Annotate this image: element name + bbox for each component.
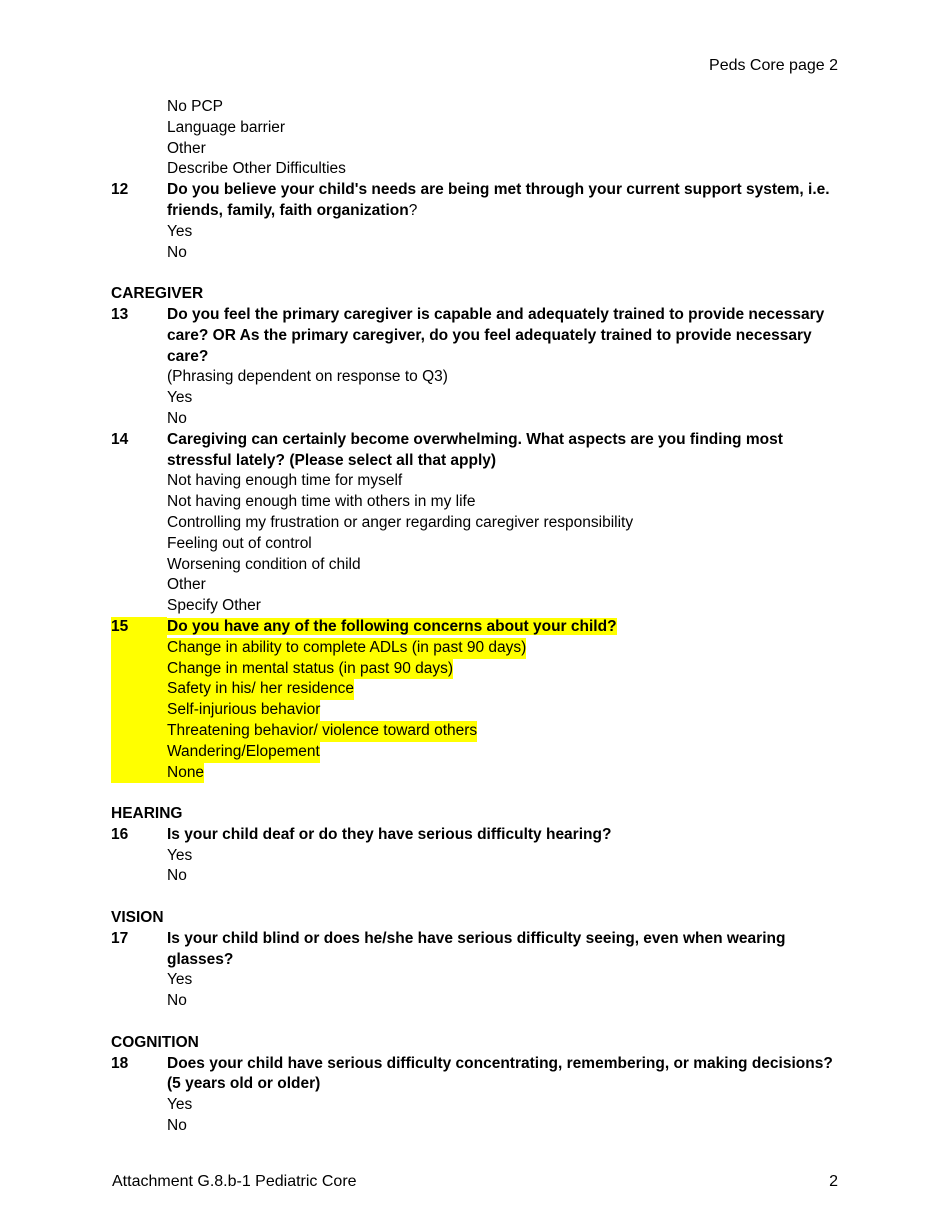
page-header: Peds Core page 2	[709, 57, 838, 74]
option-yes: Yes	[167, 1096, 193, 1114]
option-no: No	[167, 243, 187, 261]
footer-page-number: 2	[829, 1173, 838, 1190]
footer-attachment: Attachment G.8.b-1 Pediatric Core	[112, 1173, 357, 1190]
question-number: 17	[111, 929, 129, 947]
question-text: Is your child deaf or do they have serious difficulty hearing?	[167, 825, 612, 843]
question-text: Is your child blind or does he/she have serious difficulty seeing, even when wearing glasses?	[167, 929, 786, 968]
option-adls: Change in ability to complete ADLs (in past 90 days)	[167, 638, 526, 659]
option-describe-other: Describe Other Difficulties	[167, 160, 346, 178]
option-threatening: Threatening behavior/ violence toward others	[167, 721, 477, 742]
question-number: 12	[111, 181, 129, 199]
option-no: No	[167, 409, 187, 427]
question-text: Does your child have serious difficulty concentrating, remembering, or making decisions? (5 years old or older)	[167, 1054, 833, 1093]
question-number: 14	[111, 430, 129, 448]
option-time-others: Not having enough time with others in my life	[167, 493, 476, 511]
question-14	[111, 430, 841, 472]
option-wandering: Wandering/Elopement	[167, 742, 320, 763]
question-text: Do you believe your child's needs are being met through your current support system, i.e. friends, family, faith organization?	[167, 181, 830, 219]
option-yes: Yes	[167, 971, 193, 989]
option-worsening-condition: Worsening condition of child	[167, 555, 361, 573]
question-text: Do you have any of the following concerns about your child?	[167, 617, 617, 635]
question-12	[111, 180, 841, 222]
option-row	[111, 721, 841, 742]
option-time-myself: Not having enough time for myself	[167, 472, 403, 490]
question-text: Caregiving can certainly become overwhelming. What aspects are you finding most stressful lately? (Please select all that apply)	[167, 430, 783, 469]
section-title-cognition: COGNITION	[111, 1033, 199, 1051]
question-number: 13	[111, 305, 129, 323]
question-16	[111, 825, 841, 846]
option-frustration: Controlling my frustration or anger regarding caregiver responsibility	[167, 513, 634, 531]
option-other: Other	[167, 139, 206, 157]
option-language-barrier: Language barrier	[167, 118, 286, 136]
option-yes: Yes	[167, 222, 193, 240]
option-no-pcp: No PCP	[167, 98, 223, 115]
option-yes: Yes	[167, 389, 193, 407]
option-no: No	[167, 1117, 187, 1135]
option-row	[111, 700, 841, 721]
option-row	[111, 638, 841, 659]
question-number: 16	[111, 825, 129, 843]
option-safety: Safety in his/ her residence	[167, 679, 354, 700]
question-18	[111, 1054, 841, 1096]
option-other: Other	[167, 576, 206, 594]
question-17	[111, 929, 841, 971]
question-text: Do you feel the primary caregiver is capable and adequately trained to provide necessary care? OR As the primary caregiver, do you feel adequately trained to provide necessary care? (Phrasing dependent on response to Q3)	[167, 305, 841, 388]
section-title-caregiver: CAREGIVER	[111, 285, 204, 303]
question-13	[111, 305, 841, 388]
option-no: No	[167, 867, 187, 885]
option-row	[111, 659, 841, 680]
section-title-vision: VISION	[111, 909, 164, 927]
option-row	[111, 742, 841, 763]
option-row	[111, 763, 841, 784]
question-15	[111, 617, 841, 638]
option-specify-other: Specify Other	[167, 597, 261, 615]
questionnaire-body	[111, 97, 841, 1137]
option-none: None	[167, 763, 204, 784]
section-title-hearing: HEARING	[111, 805, 183, 823]
question-number: 15	[111, 617, 167, 638]
option-row	[111, 679, 841, 700]
question-note: (Phrasing dependent on response to Q3)	[167, 368, 448, 386]
question-number: 18	[111, 1054, 129, 1072]
option-self-injurious: Self-injurious behavior	[167, 700, 320, 721]
option-out-of-control: Feeling out of control	[167, 534, 312, 552]
option-yes: Yes	[167, 846, 193, 864]
option-mental-status: Change in mental status (in past 90 days)	[167, 659, 453, 680]
option-no: No	[167, 992, 187, 1010]
